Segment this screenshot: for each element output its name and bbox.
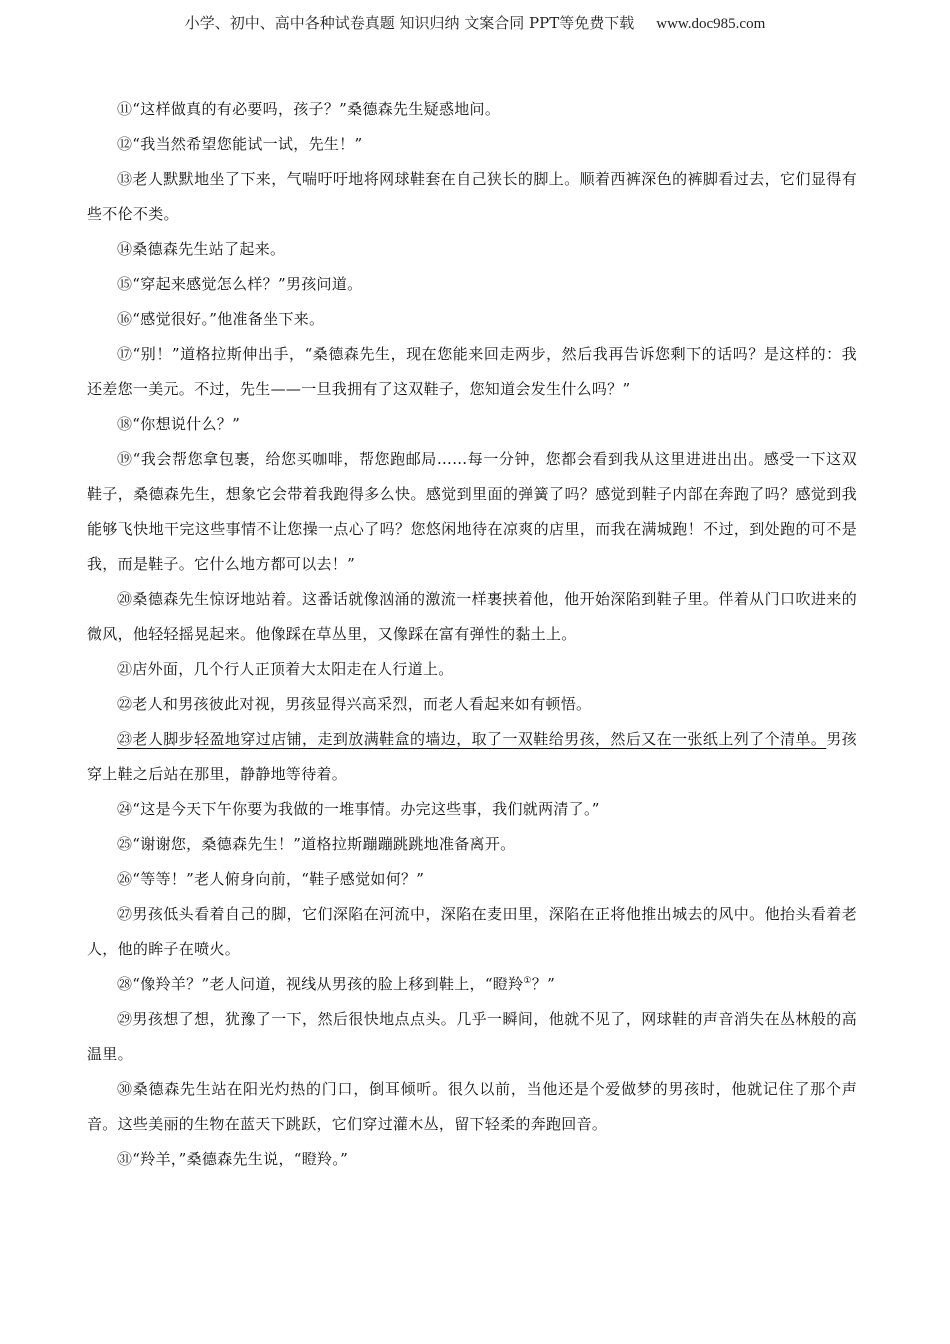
paragraph-23-rest: 男孩穿上鞋之后站在那里，静静地等待着。 [87,730,857,783]
paragraph-29: ㉙男孩想了想，犹豫了一下，然后很快地点点头。几乎一瞬间，他就不见了，网球鞋的声音消失在丛林般的高温里。 [87,1010,857,1063]
footnote-marker: ① [523,976,532,986]
paragraph-27: ㉗男孩低头看着自己的脚，它们深陷在河流中，深陷在麦田里，深陷在正将他推出城去的风中。他抬头看着老人，他的眸子在喷火。 [87,905,857,958]
page-header [0,12,950,35]
paragraph-31: ㉛“羚羊，”桑德森先生说，“瞪羚。” [117,1150,349,1168]
header-url[interactable]: www.doc985.com [656,16,766,32]
paragraph-12: ⑫“我当然希望您能试一试，先生！” [117,135,363,153]
paragraph-28-before: ㉘“像羚羊？”老人问道，视线从男孩的脸上移到鞋上，“瞪羚 [117,975,524,993]
paragraph-18: ⑱“你想说什么？” [117,415,241,433]
paragraph-14: ⑭桑德森先生站了起来。 [117,240,286,258]
paragraph-11: ⑪“这样做真的有必要吗，孩子？”桑德森先生疑惑地问。 [117,100,501,118]
underlined-sentence: ㉓老人脚步轻盈地穿过店铺，走到放满鞋盒的墙边，取了一双鞋给男孩，然后又在一张纸上列了个清单。 [117,730,827,748]
paragraph-30: ㉚桑德森先生站在阳光灼热的门口，倒耳倾听。很久以前，当他还是个爱做梦的男孩时，他就记住了那个声音。这些美丽的生物在蓝天下跳跃，它们穿过灌木丛，留下轻柔的奔跑回音。 [87,1080,857,1133]
header-text: 小学、初中、高中各种试卷真题 知识归纳 文案合同 PPT等免费下载 [184,14,635,32]
paragraph-23 [87,722,857,792]
paragraph-19: ⑲“我会帮您拿包裹，给您买咖啡，帮您跑邮局……每一分钟，您都会看到我从这里进进出出。感受一下这双鞋子，桑德森先生，想象它会带着我跑得多么快。感觉到里面的弹簧了吗？感觉到鞋子内部在奔跑了吗？感觉到我能够飞快地干完这些事情不让您操一点心了吗？您悠闲地待在凉爽的店里，而我在满城跑！不过，到处跑的可不是我，而是鞋子。它什么地方都可以去！” [87,450,857,573]
paragraph-28-after: ？” [531,975,556,993]
paragraph-13: ⑬老人默默地坐了下来，气喘吁吁地将网球鞋套在自己狭长的脚上。顺着西裤深色的裤脚看过去，它们显得有些不伦不类。 [87,170,857,223]
paragraph-20: ⑳桑德森先生惊讶地站着。这番话就像汹涌的激流一样裹挟着他，他开始深陷到鞋子里。伴着从门口吹进来的微风，他轻轻摇晃起来。他像踩在草丛里，又像踩在富有弹性的黏土上。 [87,590,857,643]
article-body [87,92,857,1177]
paragraph-25: ㉕“谢谢您，桑德森先生！”道格拉斯蹦蹦跳跳地准备离开。 [117,835,516,853]
paragraph-21: ㉑店外面，几个行人正顶着大太阳走在人行道上。 [117,660,454,678]
paragraph-15: ⑮“穿起来感觉怎么样？”男孩问道。 [117,275,363,293]
paragraph-28 [87,967,857,1002]
paragraph-17: ⑰“别！”道格拉斯伸出手，“桑德森先生，现在您能来回走两步，然后我再告诉您剩下的话吗？是这样的：我还差您一美元。不过，先生——一旦我拥有了这双鞋子，您知道会发生什么吗？” [87,345,857,398]
paragraph-24: ㉔“这是今天下午你要为我做的一堆事情。办完这些事，我们就两清了。” [117,800,600,818]
paragraph-26: ㉖“等等！”老人俯身向前，“鞋子感觉如何？” [117,870,425,888]
paragraph-22: ㉒老人和男孩彼此对视，男孩显得兴高采烈，而老人看起来如有顿悟。 [117,695,592,713]
paragraph-16: ⑯“感觉很好。”他准备坐下来。 [117,310,325,328]
